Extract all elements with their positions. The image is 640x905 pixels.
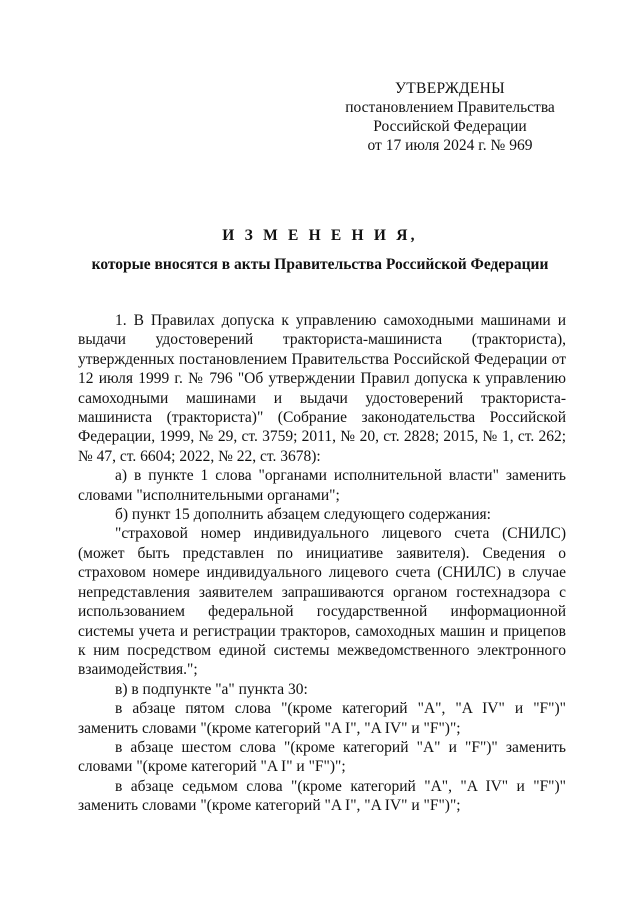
approval-heading: УТВЕРЖДЕНЫ xyxy=(395,80,505,97)
paragraph-7: в абзаце шестом слова "(кроме категорий "A" и "F")" заменить словами "(кроме категорий "A I" и "F")"; xyxy=(78,738,566,776)
approval-line-1: постановлением Правительства xyxy=(345,99,555,116)
paragraph-5: в) в подпункте "а" пункта 30: xyxy=(115,680,308,698)
document-subtitle: которые вносятся в акты Правительства Российской Федерации xyxy=(91,256,549,273)
paragraph-6: в абзаце пятом слова "(кроме категорий "A", "A IV" и "F")" заменить словами "(кроме категорий "A I", "A IV" и "F")"; xyxy=(78,700,566,737)
paragraph-2: а) в пункте 1 слова "органами исполнительной власти" заменить словами "исполнительными органами"; xyxy=(78,467,566,504)
paragraph-8: в абзаце седьмом слова "(кроме категорий "A", "A IV" и "F")" заменить словами "(кроме категорий "A I", "A IV" и "F")"; xyxy=(78,777,566,815)
document-body xyxy=(78,311,566,816)
paragraph-1: 1. В Правилах допуска к управлению самоходными машинами и выдачи удостоверений тракториста-машиниста (тракториста), утвержденных постановлением Правительства Российской Федерации от 12 июля 1999 г. № 796 "Об утверждении Правил допуска к управлению самоходными машинами и выдачи удостоверений тракториста-машиниста (тракториста)" (Собрание законодательства Российской Федерации, 1999, № 29, ст. 3759; 2011, № 20, ст. 2828; 2015, № 1, ст. 262; № 47, ст. 6604; 2022, № 22, ст. 3678): xyxy=(78,312,566,465)
approval-stamp xyxy=(340,79,560,155)
document-title: И З М Е Н Е Н И Я, xyxy=(222,227,418,244)
paragraph-4: "страховой номер индивидуального лицевого счета (СНИЛС) (может быть представлен по инициативе заявителя). Сведения о страховом номере индивидуального лицевого счета (СНИЛС) в случае непредставления заявителем запрашиваются органом гостехнадзора с использованием федеральной государственной информационной системы учета и регистрации тракторов, самоходных машин и прицепов к ним посредством единой системы межведомственного электронного взаимодействия."; xyxy=(78,525,566,679)
paragraph-3: б) пункт 15 дополнить абзацем следующего содержания: xyxy=(115,506,491,524)
approval-line-3: от 17 июля 2024 г. № 969 xyxy=(367,137,533,154)
approval-line-2: Российской Федерации xyxy=(373,118,527,135)
